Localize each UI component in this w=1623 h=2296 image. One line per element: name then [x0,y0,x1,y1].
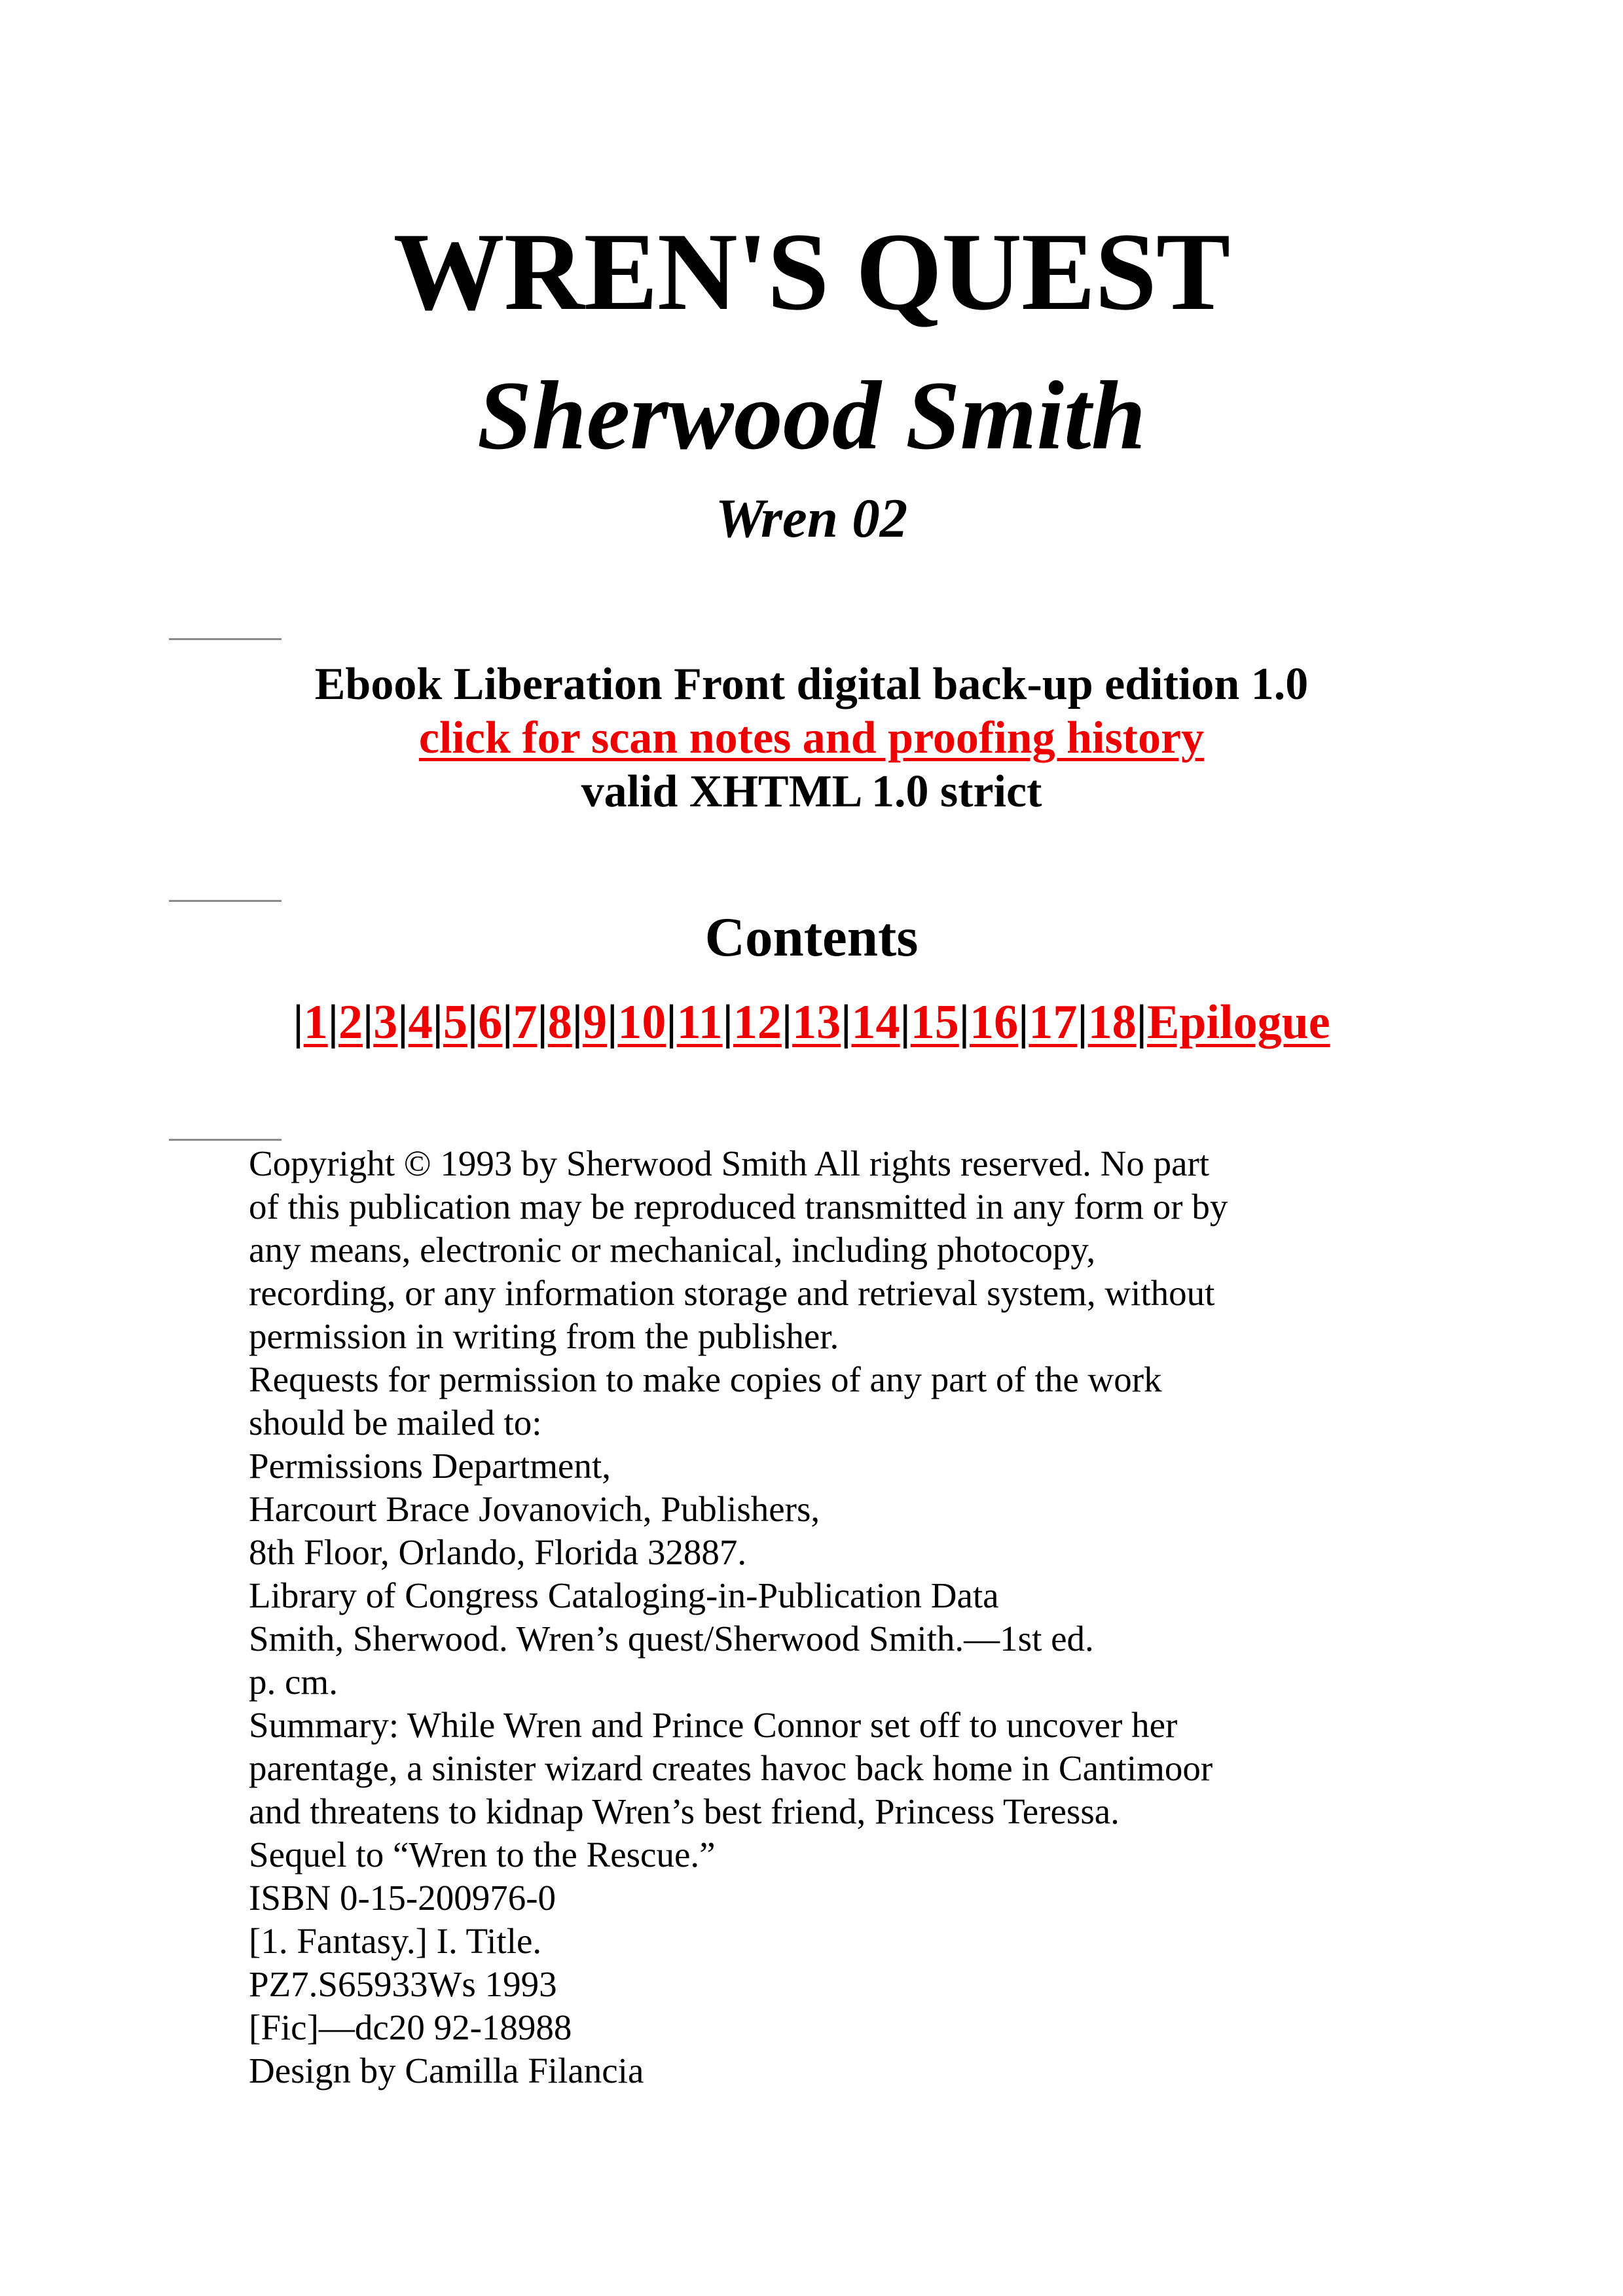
copyright-line: Requests for permission to make copies of any part of the work [249,1359,1162,1399]
toc-separator: | [666,996,677,1049]
toc-separator: | [781,996,793,1049]
copyright-line: [1. Fantasy.] I. Title. [249,1921,542,1961]
copyright-notice [249,1142,1362,2092]
toc-separator: | [397,996,409,1049]
toc-link-chapter-11[interactable]: 11 [676,996,723,1049]
contents-heading: Contents [704,906,919,968]
toc-link-chapter-16[interactable]: 16 [970,996,1019,1049]
toc-link-chapter-5[interactable]: 5 [443,996,467,1049]
toc-link-chapter-18[interactable]: 18 [1087,996,1137,1049]
table-of-contents [0,998,1623,1047]
toc-link-chapter-3[interactable]: 3 [373,996,398,1049]
book-title: WREN'S QUEST [393,210,1230,333]
copyright-line: Summary: While Wren and Prince Connor set off to uncover her [249,1705,1178,1745]
toc-link-chapter-10[interactable]: 10 [617,996,666,1049]
copyright-line: Permissions Department, [249,1446,611,1486]
copyright-line: p. cm. [249,1662,338,1702]
toc-separator: | [900,996,911,1049]
divider-rule [169,900,282,902]
toc-link-chapter-14[interactable]: 14 [851,996,900,1049]
scan-notes-link[interactable]: click for scan notes and proofing history [418,713,1205,763]
toc-link-chapter-2[interactable]: 2 [338,996,363,1049]
toc-link-chapter-4[interactable]: 4 [408,996,433,1049]
series-label: Wren 02 [715,488,908,549]
book-author: Sherwood Smith [477,361,1146,470]
divider-rule [169,1139,282,1141]
copyright-line: parentage, a sinister wizard creates havoc back home in Cantimoor [249,1748,1213,1788]
toc-separator: | [1077,996,1088,1049]
toc-link-chapter-8[interactable]: 8 [547,996,572,1049]
toc-link-chapter-6[interactable]: 6 [478,996,503,1049]
toc-separator: | [467,996,479,1049]
edition-line: Ebook Liberation Front digital back-up edition 1.0 [314,659,1309,709]
divider-rule [169,638,282,640]
copyright-line: should be mailed to: [249,1403,542,1443]
copyright-line: PZ7.S65933Ws 1993 [249,1964,557,2004]
toc-link-chapter-17[interactable]: 17 [1029,996,1078,1049]
copyright-line: Smith, Sherwood. Wren’s quest/Sherwood Smith.—1st ed. [249,1619,1094,1659]
copyright-line: Design by Camilla Filancia [249,2051,644,2090]
copyright-line: [Fic]—dc20 92-18988 [249,2007,572,2047]
copyright-line: any means, electronic or mechanical, including photocopy, [249,1230,1096,1270]
copyright-line: recording, or any information storage and retrieval system, without [249,1273,1215,1313]
toc-link-epilogue[interactable]: Epilogue [1146,996,1330,1049]
toc-separator: | [1136,996,1147,1049]
copyright-line: and threatens to kidnap Wren’s best friend, Princess Teressa. [249,1791,1120,1831]
toc-link-chapter-7[interactable]: 7 [513,996,538,1049]
toc-separator: | [432,996,443,1049]
toc-separator: | [327,996,338,1049]
toc-separator: | [1018,996,1029,1049]
toc-separator: | [572,996,583,1049]
copyright-line: permission in writing from the publisher. [249,1316,839,1356]
toc-separator: | [958,996,970,1049]
copyright-line: Sequel to “Wren to the Rescue.” [249,1835,716,1874]
toc-separator: | [607,996,618,1049]
copyright-line: Library of Congress Cataloging-in-Publication Data [249,1575,999,1615]
copyright-line: 8th Floor, Orlando, Florida 32887. [249,1532,747,1572]
toc-link-chapter-13[interactable]: 13 [792,996,841,1049]
copyright-line: Copyright © 1993 by Sherwood Smith All rights reserved. No part [249,1143,1210,1183]
toc-link-chapter-9[interactable]: 9 [583,996,608,1049]
toc-link-chapter-12[interactable]: 12 [733,996,782,1049]
toc-separator: | [841,996,852,1049]
toc-separator: | [362,996,374,1049]
toc-separator: | [502,996,513,1049]
toc-link-chapter-1[interactable]: 1 [303,996,328,1049]
copyright-line: ISBN 0-15-200976-0 [249,1878,556,1918]
xhtml-validity-line: valid XHTML 1.0 strict [581,766,1042,817]
toc-separator: | [537,996,548,1049]
copyright-line: of this publication may be reproduced transmitted in any form or by [249,1187,1228,1227]
toc-separator: | [293,996,304,1049]
copyright-line: Harcourt Brace Jovanovich, Publishers, [249,1489,820,1529]
toc-link-chapter-15[interactable]: 15 [910,996,959,1049]
edition-block [0,658,1623,819]
toc-separator: | [722,996,733,1049]
